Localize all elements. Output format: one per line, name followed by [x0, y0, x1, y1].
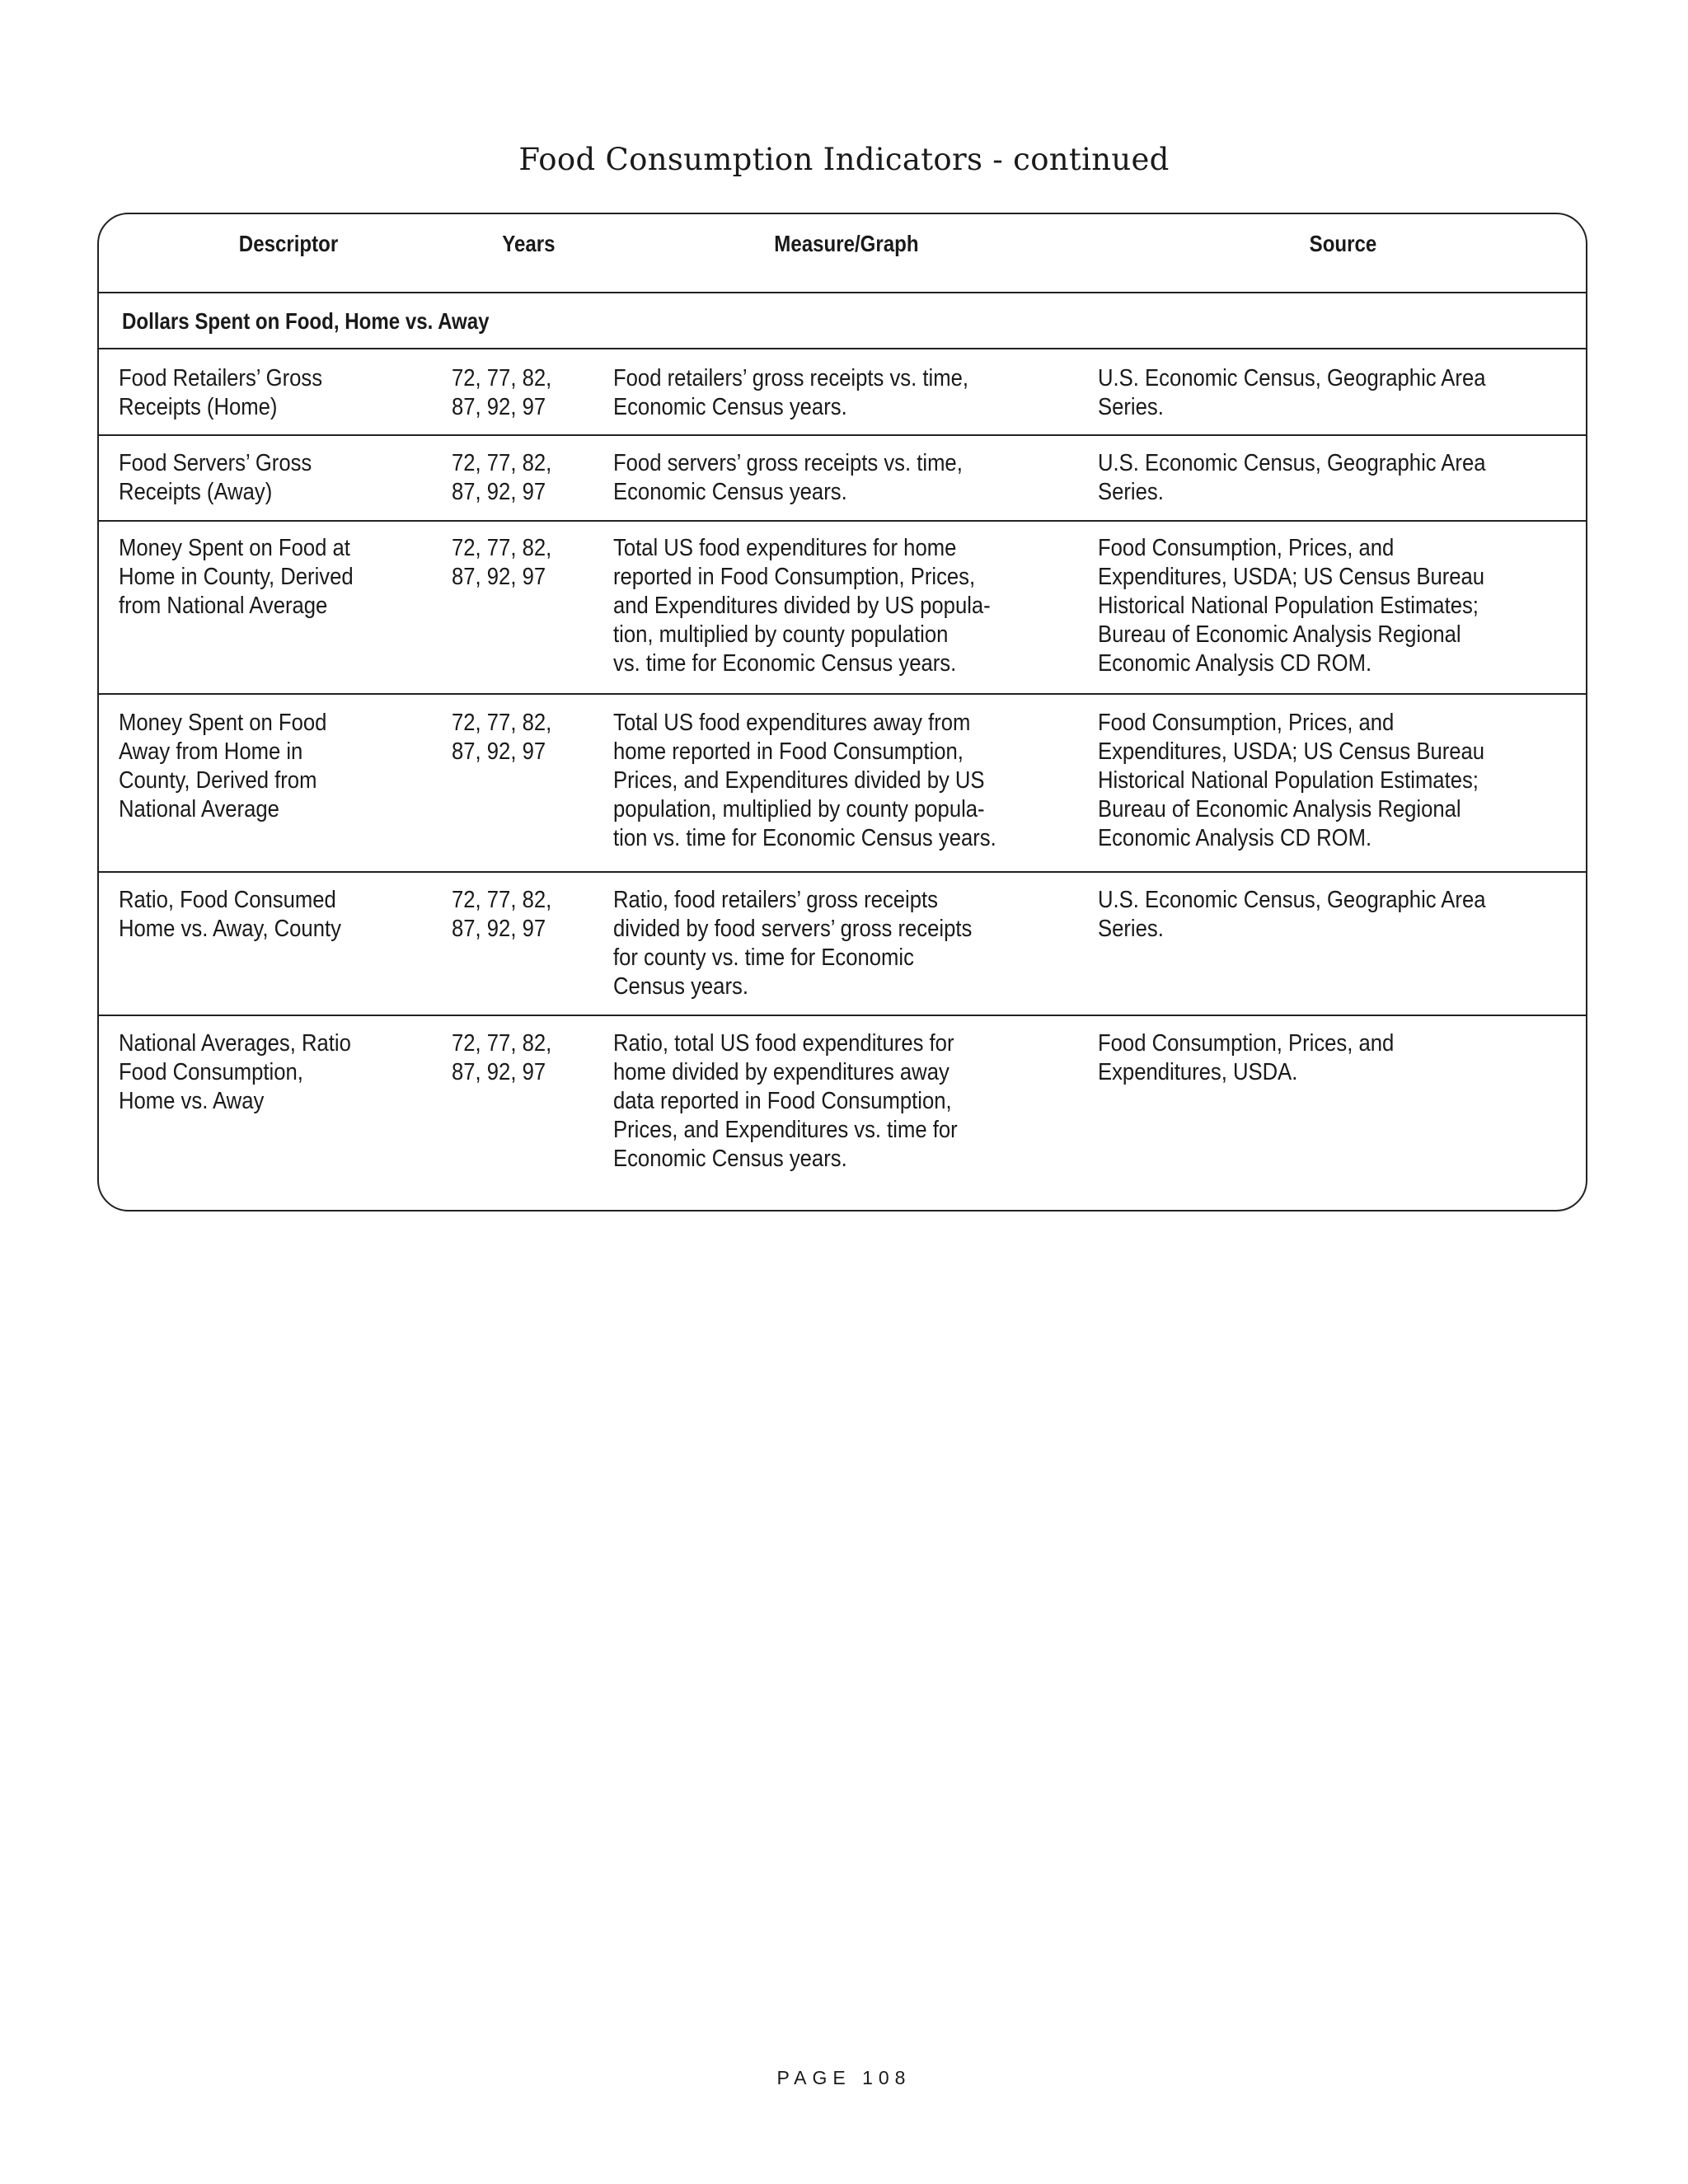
descriptor-cell: National Averages, Ratio Food Consumption, Home vs. Away: [119, 1030, 351, 1114]
measure-cell: Food servers’ gross receipts vs. time, Economic Census years.: [613, 450, 963, 505]
measure-cell: Ratio, total US food expenditures for home divided by expenditures away data reported in Food Consumption, Prices, and Expenditures vs. time for Economic Census years.: [613, 1030, 958, 1172]
table-row: [99, 693, 1586, 873]
source-cell: U.S. Economic Census, Geographic Area Series.: [1098, 365, 1486, 420]
source-cell: Food Consumption, Prices, and Expenditures, USDA; US Census Bureau Historical National Population Estimates; Bureau of Economic Analysis Regional Economic Analysis CD ROM.: [1098, 710, 1485, 851]
page-title: Food Consumption Indicators - continued: [518, 142, 1170, 177]
years-cell: 72, 77, 82, 87, 92, 97: [452, 887, 552, 942]
descriptor-cell: Money Spent on Food Away from Home in County, Derived from National Average: [119, 710, 327, 823]
table-header-row: [99, 214, 1586, 293]
descriptor-cell: Money Spent on Food at Home in County, Derived from National Average: [119, 535, 354, 619]
years-cell: 72, 77, 82, 87, 92, 97: [452, 710, 552, 765]
years-cell: 72, 77, 82, 87, 92, 97: [452, 1030, 552, 1085]
table-row: [99, 871, 1586, 1016]
source-cell: Food Consumption, Prices, and Expenditures, USDA; US Census Bureau Historical National Population Estimates; Bureau of Economic Analysis Regional Economic Analysis CD ROM.: [1098, 535, 1485, 677]
table-row: [99, 520, 1586, 695]
column-header-years: Years: [502, 231, 556, 256]
measure-cell: Ratio, food retailers’ gross receipts divided by food servers’ gross receipts for county vs. time for Economic Census years.: [613, 887, 973, 1000]
indicators-table: [97, 213, 1587, 1212]
source-cell: U.S. Economic Census, Geographic Area Series.: [1098, 450, 1486, 505]
table-row: [99, 1015, 1586, 1211]
column-header-descriptor: Descriptor: [238, 231, 339, 256]
descriptor-cell: Food Servers’ Gross Receipts (Away): [119, 450, 312, 505]
measure-cell: Food retailers’ gross receipts vs. time, Economic Census years.: [613, 365, 968, 420]
measure-cell: Total US food expenditures away from home reported in Food Consumption, Prices, and Expenditures divided by US population, multiplied by county popula- tion vs. time for Economic Census years.: [613, 710, 996, 851]
descriptor-cell: Ratio, Food Consumed Home vs. Away, County: [119, 887, 341, 942]
years-cell: 72, 77, 82, 87, 92, 97: [452, 535, 552, 590]
source-cell: Food Consumption, Prices, and Expenditures, USDA.: [1098, 1030, 1395, 1085]
measure-cell: Total US food expenditures for home reported in Food Consumption, Prices, and Expenditures divided by US popula- tion, multiplied by county population vs. time for Economic Census years.: [613, 535, 991, 677]
section-heading: Dollars Spent on Food, Home vs. Away: [99, 292, 1586, 349]
table-row: [99, 348, 1586, 436]
column-header-measure: Measure/Graph: [774, 231, 919, 256]
years-cell: 72, 77, 82, 87, 92, 97: [452, 450, 552, 505]
table-row: [99, 434, 1586, 522]
column-header-source: Source: [1309, 231, 1377, 256]
page-number: PAGE 108: [776, 2067, 912, 2088]
descriptor-cell: Food Retailers’ Gross Receipts (Home): [119, 365, 323, 420]
source-cell: U.S. Economic Census, Geographic Area Series.: [1098, 887, 1486, 942]
years-cell: 72, 77, 82, 87, 92, 97: [452, 365, 552, 420]
